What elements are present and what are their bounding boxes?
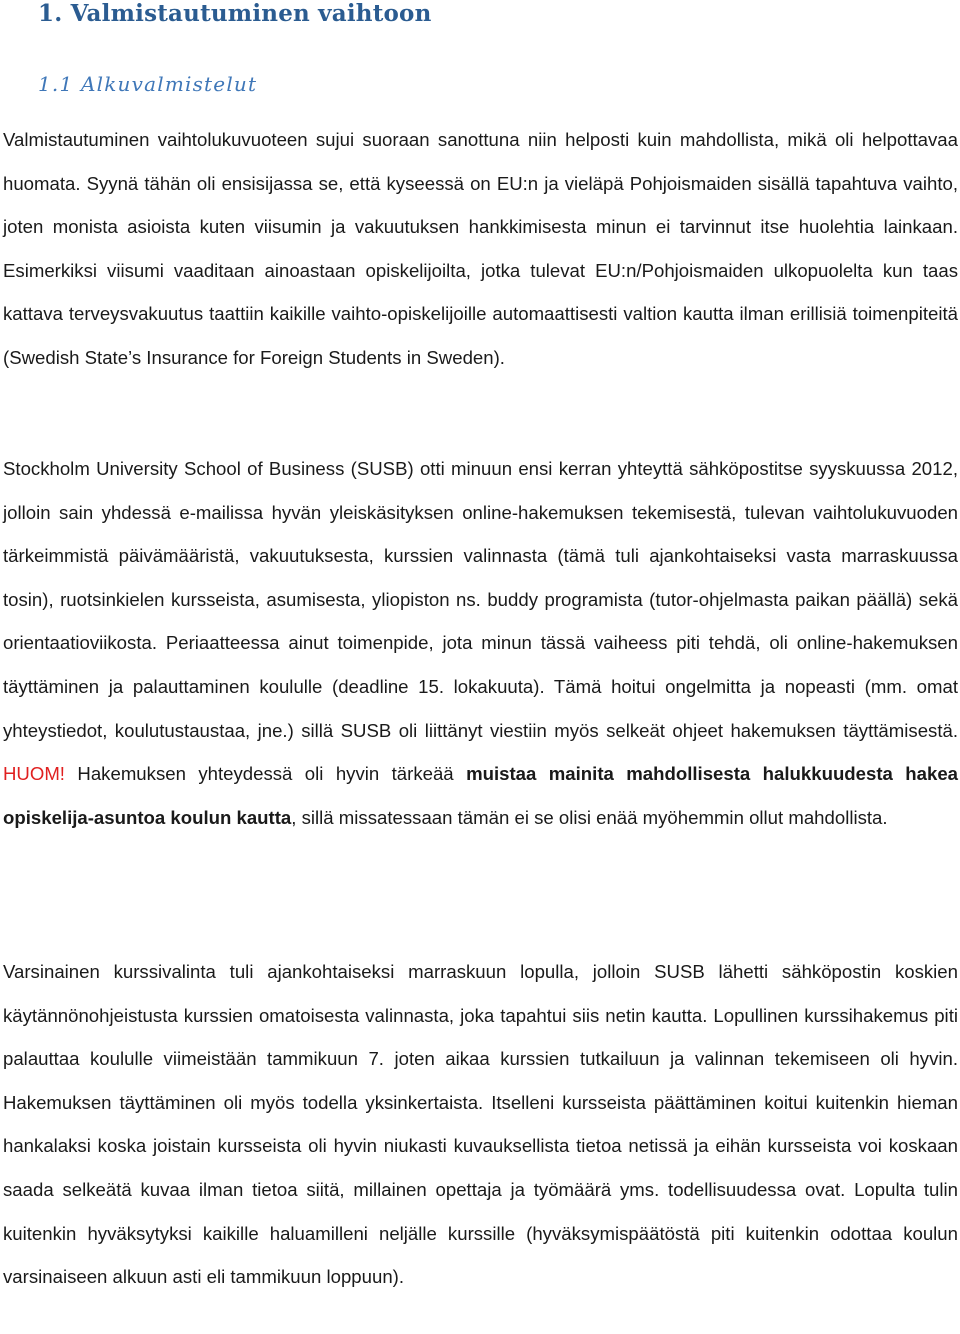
- paragraph-course-selection: Varsinainen kurssivalinta tuli ajankohtaiseksi marraskuun lopulla, jolloin SUSB lähetti sähköpostin koskien käytännönohjeistusta kurssien omatoisesta valinnasta, joka tapahtui siis netin kautta. Lopullinen kurssihakemus piti palauttaa koululle viimeistään tammikuun 7. joten aikaa kurssien tutkailuun ja valinnan tekemiseen oli hyvin. Hakemuksen täyttäminen oli myös todella yksinkertaista. Itselleni kursseista päättäminen koitui kuitenkin hieman hankalaksi koska joistain kursseista oli hyvin niukasti kuvauksellista tietoa netissä ja eihän kursseista voi koskaan saada selkeätä kuvaa ilman tietoa siitä, millainen opettaja ja työmäärä yms. todellisuudessa ovat. Lopulta tulin kuitenkin hyväksytyksi kaikille haluamilleni neljälle kurssille (hyväksymispäätöstä piti kuitenkin odottaa koulun varsinaiseen alkuun asti eli tammikuun loppuun).: [3, 961, 958, 1288]
- paragraph-visa-insurance: Valmistautuminen vaihtolukuvuoteen sujui suoraan sanottuna niin helposti kuin mahdollista, mikä oli helpottavaa huomata. Syynä tähän oli ensisijassa se, että kyseessä on EU:n ja vieläpä Pohjoismaiden sisällä tapahtuva vaihto, joten monista asioista kuten viisumin ja vakuutuksen hankkimisesta minun ei tarvinnut itse huolehtia lainkaan. Esimerkiksi viisumi vaaditaan ainoastaan opiskelijoilta, jotka tulevat EU:n/Pohjoismaiden ulkopuolelta kun taas kattava terveysvakuutus taattiin kaikille vaihto-opiskelijoille automaattisesti valtion kautta ilman erillisiä toimenpiteitä (Swedish State’s Insurance for Foreign Students in Sweden).: [3, 129, 958, 368]
- warning-label: HUOM!: [3, 763, 65, 785]
- chapter-heading: 1. Valmistautuminen vaihtoon: [38, 0, 432, 27]
- paragraph-application-note: Hakemuksen yhteydessä oli hyvin tärkeää: [77, 763, 454, 785]
- paragraph-application-end: , sillä missatessaan tämän ei se olisi enää myöhemmin ollut mahdollista.: [291, 806, 888, 828]
- section-heading: 1.1 Alkuvalmistelut: [38, 72, 258, 96]
- housing-emphasis: muistaa mainita mahdollisesta halukkuudesta hakea opiskelija-asuntoa koulun kautta: [3, 763, 959, 828]
- paragraph-application: [3, 447, 958, 839]
- paragraph-application-text: Stockholm University School of Business (SUSB) otti minuun ensi kerran yhteyttä sähköpostitse syyskuussa 2012, jolloin sain yhdessä e-mailissa hyvän yleiskäsityksen online-hakemuksen tekemisestä, tulevan vaihtolukuvuoden tärkeimmistä päivämääristä, vakuutuksesta, kurssien valinnasta (tämä tuli ajankohtaiseksi vasta marraskuussa tosin), ruotsinkielen kursseista, asumisesta, yliopiston ns. buddy programista (tutor-ohjelmasta paikan päällä) sekä orientaatioviikosta. Periaatteessa ainut toimenpide, jota minun tässä vaiheess piti tehdä, oli online-hakemuksen täyttäminen ja palauttaminen koululle (deadline 15. lokakuuta). Tämä hoitui ongelmitta ja nopeasti (mm. omat yhteystiedot, koulutustaustaa, jne.) sillä SUSB oli liittänyt viestiin myös selkeät ohjeet hakemuksen täyttämisestä.: [3, 458, 958, 741]
